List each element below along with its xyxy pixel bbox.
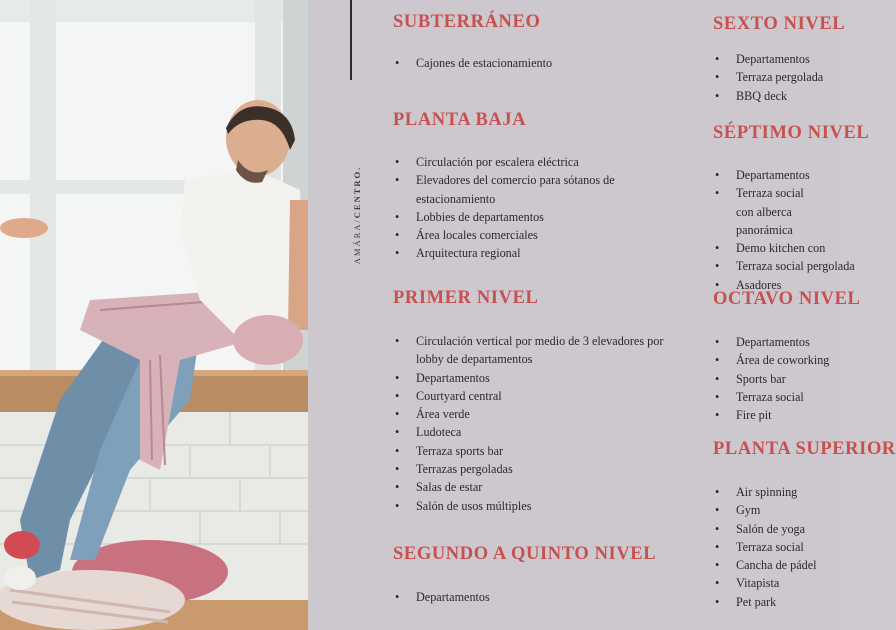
- section-octavo-nivel: [713, 289, 861, 424]
- list-item: • Circulación vertical por medio de 3 elevadores por lobby de departamentos: [393, 332, 693, 369]
- list-item: • Área locales comerciales: [393, 226, 693, 244]
- section-subterraneo: [393, 12, 693, 72]
- amenity-list: [713, 483, 853, 611]
- section-title: SEGUNDO A QUINTO NIVEL: [393, 544, 657, 564]
- list-item: • Departamentos: [713, 333, 853, 351]
- list-item: • Gym: [713, 501, 853, 519]
- list-item: • Lobbies de departamentos: [393, 208, 693, 226]
- amenity-list: [393, 153, 693, 263]
- list-item: • Elevadores del comercio para sótanos de estacionamiento: [393, 171, 678, 208]
- list-item: • Arquitectura regional: [393, 244, 693, 262]
- list-item: • Área verde: [393, 405, 693, 423]
- list-item: • Departamentos: [393, 588, 693, 606]
- list-item: • BBQ deck: [713, 87, 853, 105]
- list-item: • Terraza social: [713, 538, 853, 556]
- section-planta-superior: [713, 439, 896, 611]
- section-title: SEXTO NIVEL: [713, 14, 846, 34]
- list-item: • Departamentos: [713, 50, 853, 68]
- list-item: • Fire pit: [713, 406, 853, 424]
- list-item: • Departamentos: [713, 166, 853, 184]
- list-item: • Área de coworking: [713, 351, 853, 369]
- list-item: • Departamentos: [393, 369, 693, 387]
- section-planta-baja: [393, 110, 693, 263]
- list-item: • Terraza social: [713, 388, 853, 406]
- section-title: PLANTA BAJA: [393, 110, 527, 130]
- section-primer-nivel: [393, 288, 693, 515]
- list-item: • Cancha de pádel: [713, 556, 853, 574]
- list-item: • Ludoteca: [393, 423, 693, 441]
- list-item: • Pet park: [713, 593, 853, 611]
- list-item: • Salón de usos múltiples: [393, 497, 693, 515]
- brand-prefix: AMÁRA/: [352, 218, 362, 265]
- list-item: • Salas de estar: [393, 478, 693, 496]
- list-item: • Courtyard central: [393, 387, 693, 405]
- vertical-divider: [350, 0, 352, 80]
- list-item: • Cajones de estacionamiento: [393, 54, 693, 72]
- list-item: • Terrazas pergoladas: [393, 460, 693, 478]
- section-title: PRIMER NIVEL: [393, 288, 539, 308]
- list-item: • Salón de yoga: [713, 520, 853, 538]
- section-segundo-quinto: [393, 544, 693, 606]
- amenity-list: [713, 333, 853, 424]
- list-item: • Terraza pergolada: [713, 68, 853, 86]
- brand-vertical: [352, 166, 362, 265]
- amenity-list: [713, 166, 853, 294]
- list-item: • Terraza sports bar: [393, 442, 693, 460]
- list-item: • Terraza social pergolada: [713, 257, 853, 275]
- list-item: • Demo kitchen con: [713, 239, 853, 257]
- list-item: • Asadores: [713, 276, 853, 294]
- section-title: SUBTERRÁNEO: [393, 12, 541, 32]
- section-sexto-nivel: [713, 14, 853, 105]
- list-item: • Sports bar: [713, 370, 853, 388]
- section-title: PLANTA SUPERIOR: [713, 439, 896, 459]
- list-item: • Vitapista: [713, 574, 853, 592]
- list-item: • Terraza social con alberca panorámica: [713, 184, 823, 239]
- lifestyle-photo: [0, 0, 308, 630]
- list-item: • Air spinning: [713, 483, 853, 501]
- section-title: OCTAVO NIVEL: [713, 289, 861, 309]
- section-septimo-nivel: [713, 123, 870, 294]
- amenity-list: [393, 54, 693, 72]
- brand-name: CENTRO.: [352, 165, 362, 219]
- amenity-list: [393, 588, 693, 606]
- section-title: SÉPTIMO NIVEL: [713, 123, 870, 143]
- amenity-list: [713, 50, 853, 105]
- amenity-list: [393, 332, 693, 515]
- photo-man-on-windowsill: [0, 0, 308, 630]
- list-item: • Circulación por escalera eléctrica: [393, 153, 693, 171]
